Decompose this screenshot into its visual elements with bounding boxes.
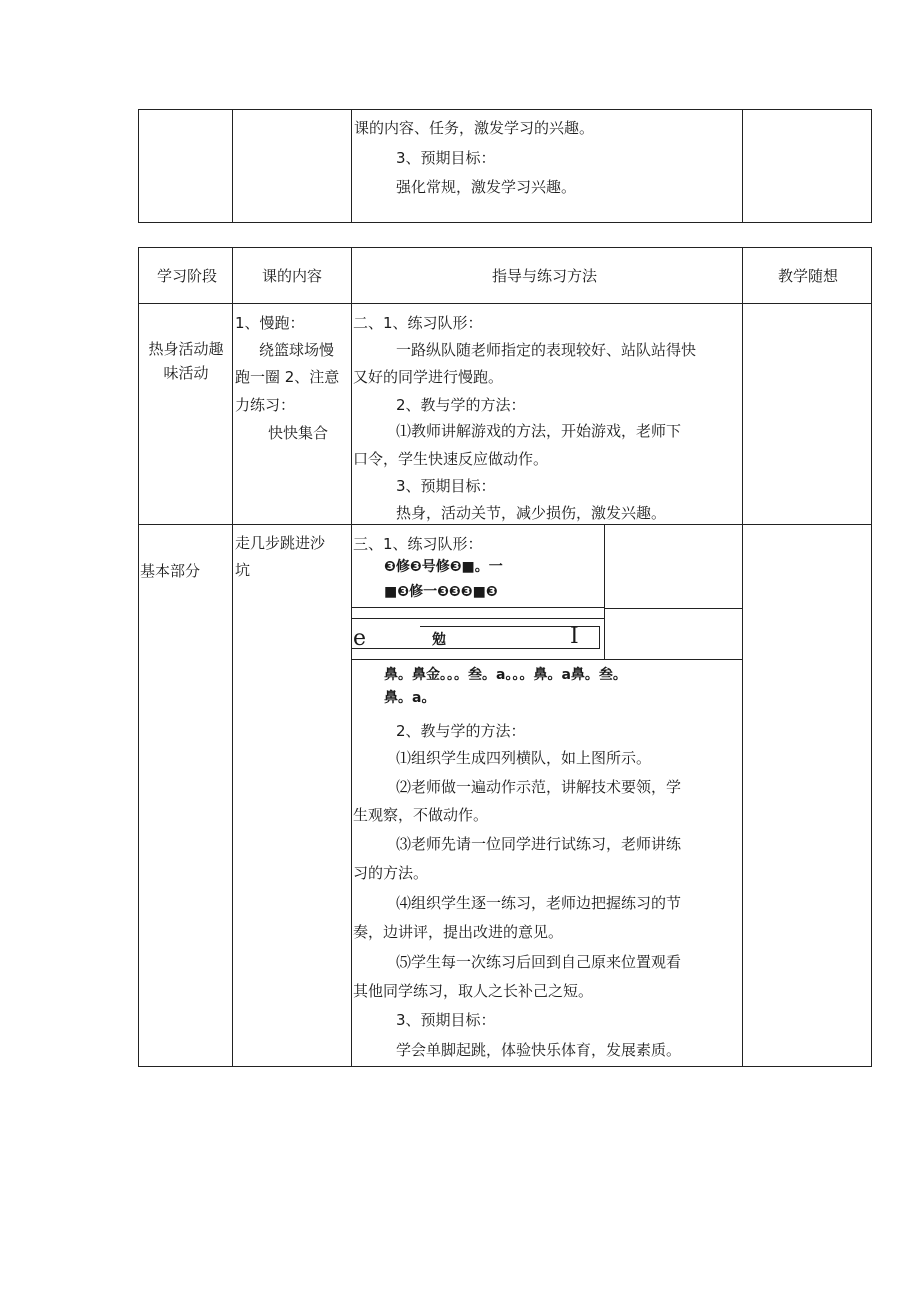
formation-row-4: 鼻。鼻金。。。叁。a。。。鼻。a鼻。叁。 [384, 667, 627, 683]
warmup-method-line-5: ⑴教师讲解游戏的方法，开始游戏，老师下 [396, 422, 682, 440]
warmup-method-line-8: 热身，活动关节，减少损伤，激发兴趣。 [396, 504, 667, 522]
table2-border-v3 [351, 247, 352, 1067]
table2-border-v4 [742, 247, 743, 1067]
warmup-method-line-6: 口令，学生快速反应做动作。 [353, 450, 549, 468]
formation-grid-h1 [604, 608, 743, 609]
basic-method-line-7: ⑷组织学生逐一练习，老师边把握练习的节 [396, 894, 682, 912]
formation-line-4 [599, 626, 600, 649]
basic-method-line-5: ⑶老师先请一位同学进行试练习，老师讲练 [396, 835, 682, 853]
formation-line-2 [351, 618, 604, 619]
header-method: 指导与练习方法 [492, 267, 598, 285]
formation-row-2: ■❸修一❸❸❸■❸ [384, 584, 498, 600]
basic-method-line-6: 习的方法。 [353, 864, 429, 882]
basic-method-line-11: 3、预期目标： [396, 1011, 496, 1029]
basic-content-line-1: 走几步跳进沙 [235, 534, 326, 552]
table2-bottom-border [138, 1066, 872, 1067]
table1-line-2: 3、预期目标： [396, 149, 496, 167]
basic-method-line-1: 2、教与学的方法： [396, 722, 526, 740]
warmup-method-line-2: 一路纵队随老师指定的表现较好、站队站得快 [396, 341, 697, 359]
table2-border-v2 [232, 247, 233, 1067]
table2-border-v5 [871, 247, 872, 1067]
basic-method-title: 三、1、练习队形： [353, 535, 483, 553]
table1-border-v2 [232, 109, 233, 223]
warmup-content-line-4: 力练习： [235, 396, 296, 414]
formation-grid-h2 [351, 659, 743, 660]
header-stage: 学习阶段 [157, 267, 218, 285]
warmup-stage: 热身活动趣味活动 [148, 340, 224, 382]
table1-line-1: 课的内容、任务，激发学习的兴趣。 [354, 119, 595, 137]
formation-grid-v [604, 524, 605, 660]
basic-method-line-2: ⑴组织学生成四列横队，如上图所示。 [396, 749, 652, 767]
basic-method-line-8: 奏，边讲评，提出改进的意见。 [353, 923, 564, 941]
table1-line-3: 强化常规，激发学习兴趣。 [396, 178, 577, 196]
table2-header-bottom [138, 303, 872, 304]
table1-bottom-border [138, 222, 872, 223]
formation-row-3-right: I [570, 624, 579, 649]
table1-top-border [138, 109, 872, 110]
formation-row-3-mid: 勉 [432, 632, 446, 648]
basic-method-line-9: ⑸学生每一次练习后回到自己原来位置观看 [396, 953, 682, 971]
basic-method-line-4: 生观察，不做动作。 [353, 806, 489, 824]
warmup-method-line-3: 又好的同学进行慢跑。 [353, 368, 504, 386]
basic-method-line-12: 学会单脚起跳，体验快乐体育，发展素质。 [396, 1041, 682, 1059]
header-content: 课的内容 [262, 267, 323, 285]
warmup-method-line-1: 二、1、练习队形： [353, 314, 483, 332]
table1-border-v3 [351, 109, 352, 223]
warmup-content-line-3: 跑一圈 2、注意 [235, 368, 340, 386]
table1-border-v4 [742, 109, 743, 223]
formation-line-3 [351, 648, 599, 649]
table2-border-v1 [138, 247, 139, 1067]
warmup-content-line-5: 快快集合 [268, 424, 329, 442]
formation-row-5: 鼻。a。 [384, 690, 436, 706]
header-reflection: 教学随想 [778, 267, 839, 285]
table2-top-border [138, 247, 872, 248]
basic-method-line-3: ⑵老师做一遍动作示范，讲解技术要领，学 [396, 778, 682, 796]
warmup-content-line-1: 1、慢跑： [235, 314, 305, 332]
warmup-content-line-2: 绕篮球场慢 [259, 341, 335, 359]
basic-stage: 基本部分 [140, 562, 201, 580]
formation-line-1 [351, 607, 604, 608]
warmup-method-line-4: 2、教与学的方法： [396, 396, 526, 414]
warmup-method-line-7: 3、预期目标： [396, 477, 496, 495]
table1-border-v5 [871, 109, 872, 223]
formation-row-1: ❸修❸号修❸■。一 [384, 559, 503, 575]
basic-method-line-10: 其他同学练习，取人之长补己之短。 [353, 982, 594, 1000]
table1-border-v1 [138, 109, 139, 223]
formation-row-3-left: e [353, 626, 367, 651]
basic-content-line-2: 坑 [235, 561, 251, 579]
table2-row-divider [138, 524, 872, 525]
